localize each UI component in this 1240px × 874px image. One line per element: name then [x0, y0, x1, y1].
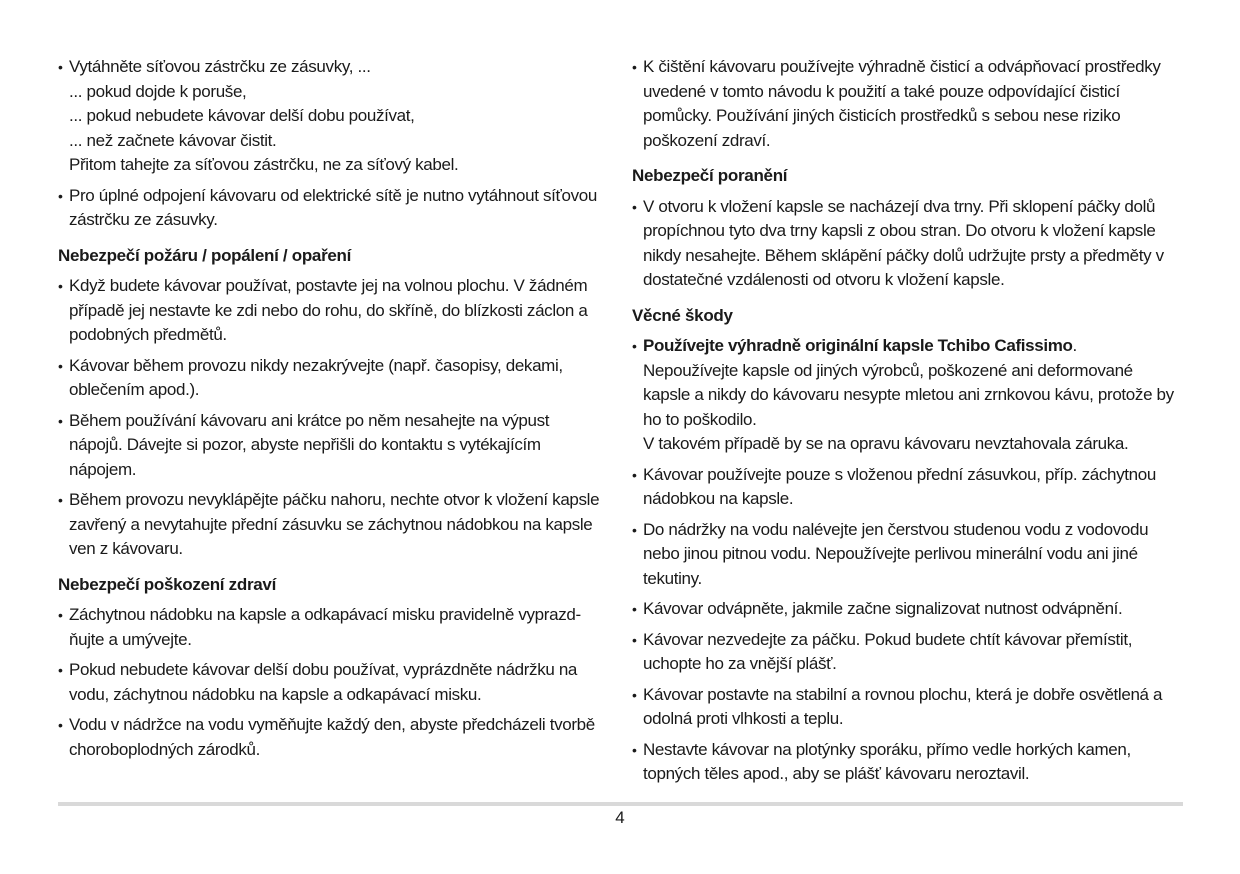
- text-line: ... pokud nebudete kávovar delší dobu používat,: [69, 106, 415, 125]
- section-heading-property-damage: Věcné škody: [632, 305, 733, 325]
- page-number: 4: [615, 808, 625, 827]
- text-line: Nepoužívejte kapsle od jiných výrobců, poškozené ani deformované kapsle a nikdy do kávovaru nesypte mletou ani zrnkovou kávu, protože by ho to poškodilo.: [643, 360, 1174, 429]
- section-heading-fire: Nebezpečí požáru / popálení / opaření: [58, 245, 352, 265]
- list-item: • Pro úplné odpojení kávovaru od elektrické sítě je nutno vytáhnout síťovou zástrčku ze zásuvky.: [58, 184, 603, 233]
- section-heading-health: Nebezpečí poškození zdraví: [58, 574, 276, 594]
- text-line: V takovém případě by se na opravu kávovaru nevztahovala záruka.: [643, 434, 1129, 453]
- list-item: • Kávovar nezvedejte za páčku. Pokud budete chtít kávovar přemístit, uchopte ho za vnější plášť.: [632, 628, 1177, 677]
- text-line: ... než začnete kávovar čistit.: [69, 130, 277, 150]
- section-heading-injury: Nebezpečí poranění: [632, 166, 788, 185]
- list-item: • Kávovar odvápněte, jakmile začne signalizovat nutnost odvápnění.: [632, 597, 1177, 622]
- period: .: [1072, 336, 1077, 355]
- text-line: • Vytáhněte síťovou zástrčku ze zásuvky, ...: [69, 57, 371, 76]
- list-item: • Pokud nebudete kávovar delší dobu používat, vyprázdněte nádržku na vodu, záchytnou nádobku na kapsle a odkapávací misku.: [58, 658, 603, 707]
- list-item: • Během používání kávovaru ani krátce po něm nesahejte na výpust nápojů. Dávejte si pozor, abyste nepřišli do kontaktu s vytékajícím nápojem.: [58, 409, 603, 483]
- left-column: [58, 55, 603, 768]
- text-line: ... pokud dojde k poruše,: [69, 81, 247, 101]
- list-item: • Během provozu nevyklápějte páčku nahoru, nechte otvor k vložení kapsle zavřený a nevytahujte přední zásuvku se záchytnou nádobkou na kapsle ven z kávovaru.: [58, 488, 603, 562]
- list-item: • Vodu v nádržce na vodu vyměňujte každý den, abyste předcházeli tvorbě choroboplodných zárodků.: [58, 713, 603, 762]
- list-item: • K čištění kávovaru používejte výhradně čisticí a odvápňovací prostředky uvedené v tomto návodu k použití a také pouze odpovídající čisticí pomůcky. Používání jiných čisticích prostředků s sebou nese riziko poškození zdraví.: [632, 55, 1177, 153]
- text-line: [643, 334, 1177, 359]
- list-item: • Když budete kávovar používat, postavte jej na volnou plochu. V žádném případě jej nestavte ke zdi nebo do rohu, do skříně, do blízkosti záclon a podobných předmětů.: [58, 274, 603, 348]
- list-item: • Záchytnou nádobku na kapsle a odkapávací misku pravidelně vyprazd-ňujte a umývejte.: [58, 603, 603, 652]
- text-line: Přitom tahejte za síťovou zástrčku, ne za síťový kabel.: [69, 155, 459, 174]
- list-item: • V otvoru k vložení kapsle se nacházejí dva trny. Při sklopení páčky dolů propíchnou tyto dva trny kapsli z obou stran. Do otvoru k vložení kapsle nikdy nesahejte. Během sklápění páčky dolů udržujte prsty a předměty v dostatečné vzdálenosti od otvoru k vložení kapsle.: [632, 195, 1177, 293]
- footer-divider: [58, 802, 1183, 806]
- list-item: • Kávovar používejte pouze s vloženou přední zásuvkou, příp. záchytnou nádobkou na kapsle.: [632, 463, 1177, 512]
- list-item: • Kávovar postavte na stabilní a rovnou plochu, která je dobře osvětlená a odolná proti vlhkosti a teplu.: [632, 683, 1177, 732]
- right-column: [632, 55, 1177, 793]
- unplug-list-item: [58, 55, 603, 178]
- list-item: • Kávovar během provozu nikdy nezakrývejte (např. časopisy, dekami, oblečením apod.).: [58, 354, 603, 403]
- list-item: • Nestavte kávovar na plotýnky sporáku, přímo vedle horkých kamen, topných těles apod., aby se plášť kávovaru neroztavil.: [632, 738, 1177, 787]
- list-item: • Do nádržky na vodu nalévejte jen čerstvou studenou vodu z vodovodu nebo jinou pitnou vodu. Nepoužívejte perlivou minerální vodu ani jiné tekutiny.: [632, 518, 1177, 592]
- original-capsules-list-item: [632, 334, 1177, 457]
- emphasis-text: Používejte výhradně originální kapsle Tchibo Cafissimo: [643, 336, 1073, 355]
